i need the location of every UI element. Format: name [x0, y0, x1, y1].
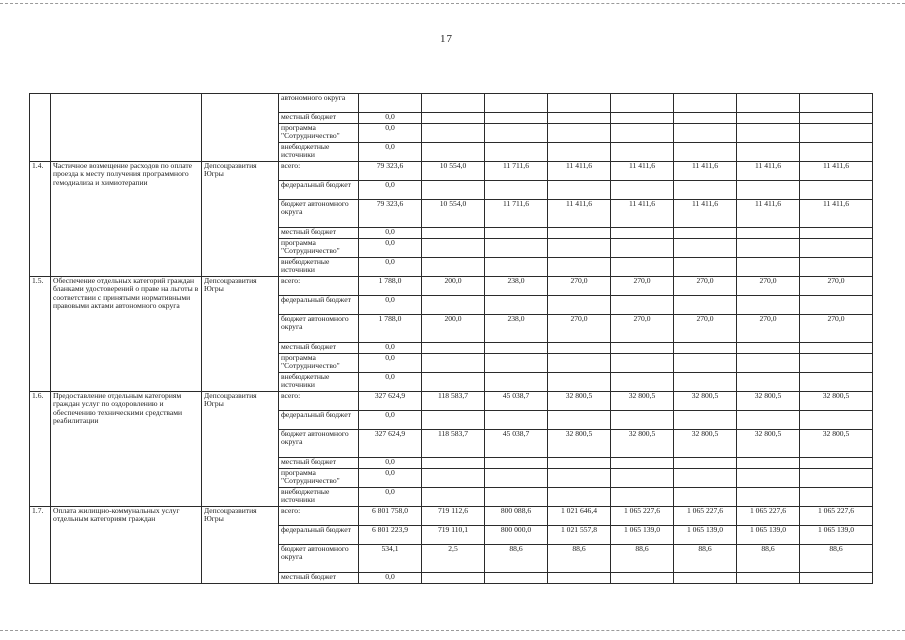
amount-cell: 270,0 [737, 315, 800, 343]
amount-cell [548, 354, 611, 373]
table-row [30, 277, 873, 296]
amount-cell [485, 239, 548, 258]
amount-cell: 32 800,5 [611, 430, 674, 458]
amount-cell [800, 354, 873, 373]
amount-cell: 270,0 [737, 277, 800, 296]
amount-cell: 32 800,5 [674, 430, 737, 458]
amount-cell: 32 800,5 [737, 392, 800, 411]
amount-cell [674, 181, 737, 200]
amount-cell: 270,0 [674, 315, 737, 343]
amount-cell [485, 354, 548, 373]
amount-cell: 2,5 [422, 545, 485, 573]
amount-cell [485, 258, 548, 277]
amount-cell [548, 411, 611, 430]
amount-cell: 238,0 [485, 315, 548, 343]
amount-cell [548, 181, 611, 200]
amount-cell: 270,0 [674, 277, 737, 296]
amount-cell [674, 373, 737, 392]
amount-cell: 32 800,5 [800, 392, 873, 411]
amount-cell [422, 239, 485, 258]
amount-cell [611, 411, 674, 430]
amount-cell [485, 458, 548, 469]
amount-cell [737, 94, 800, 113]
amount-cell [611, 258, 674, 277]
amount-cell [737, 258, 800, 277]
amount-cell: 1 065 139,0 [674, 526, 737, 545]
amount-cell: 270,0 [548, 315, 611, 343]
item-name: Оплата жилищно-коммунальных услуг отдельным категориям граждан [51, 507, 202, 584]
amount-cell [737, 239, 800, 258]
amount-cell [800, 228, 873, 239]
amount-cell: 200,0 [422, 315, 485, 343]
amount-cell: 88,6 [485, 545, 548, 573]
amount-cell [422, 458, 485, 469]
amount-cell [422, 124, 485, 143]
amount-cell [548, 296, 611, 315]
amount-cell: 1 788,0 [359, 277, 422, 296]
amount-cell [611, 143, 674, 162]
amount-cell: 1 065 227,6 [800, 507, 873, 526]
amount-cell: 10 554,0 [422, 162, 485, 181]
amount-cell [800, 181, 873, 200]
amount-cell: 88,6 [737, 545, 800, 573]
amount-cell [674, 113, 737, 124]
amount-cell: 11 411,6 [674, 200, 737, 228]
funding-source: автономного округа [279, 94, 359, 113]
amount-cell [422, 411, 485, 430]
funding-source: всего: [279, 277, 359, 296]
amount-cell [674, 228, 737, 239]
amount-cell [674, 143, 737, 162]
amount-cell: 6 801 758,0 [359, 507, 422, 526]
amount-cell: 719 110,1 [422, 526, 485, 545]
amount-cell [611, 354, 674, 373]
amount-cell: 0,0 [359, 458, 422, 469]
funding-source: программа "Сотрудничество" [279, 354, 359, 373]
amount-cell [422, 354, 485, 373]
amount-cell [611, 573, 674, 584]
amount-cell: 88,6 [674, 545, 737, 573]
amount-cell [611, 469, 674, 488]
amount-cell: 0,0 [359, 488, 422, 507]
amount-cell: 88,6 [800, 545, 873, 573]
amount-cell [485, 488, 548, 507]
amount-cell [611, 488, 674, 507]
amount-cell [485, 373, 548, 392]
amount-cell [485, 228, 548, 239]
amount-cell [422, 343, 485, 354]
amount-cell: 32 800,5 [800, 430, 873, 458]
amount-cell: 0,0 [359, 573, 422, 584]
amount-cell [737, 411, 800, 430]
amount-cell [737, 373, 800, 392]
amount-cell: 0,0 [359, 228, 422, 239]
amount-cell: 11 411,6 [548, 200, 611, 228]
amount-cell [548, 573, 611, 584]
funding-source: бюджет автономного округа [279, 545, 359, 573]
amount-cell: 0,0 [359, 113, 422, 124]
amount-cell [611, 124, 674, 143]
amount-cell: 1 065 227,6 [674, 507, 737, 526]
funding-source: бюджет автономного округа [279, 430, 359, 458]
table-row [30, 392, 873, 411]
item-executor: Депсоцразвития Югры [202, 507, 279, 584]
amount-cell: 0,0 [359, 354, 422, 373]
amount-cell [548, 239, 611, 258]
amount-cell: 6 801 223,9 [359, 526, 422, 545]
item-executor: Депсоцразвития Югры [202, 162, 279, 277]
funding-source: внебюджетные источники [279, 488, 359, 507]
amount-cell: 1 065 139,0 [737, 526, 800, 545]
amount-cell: 32 800,5 [674, 392, 737, 411]
amount-cell [674, 343, 737, 354]
amount-cell [800, 373, 873, 392]
item-number: 1.4. [30, 162, 51, 277]
amount-cell [674, 239, 737, 258]
amount-cell [485, 573, 548, 584]
amount-cell [737, 343, 800, 354]
amount-cell: 1 065 139,0 [611, 526, 674, 545]
amount-cell [422, 181, 485, 200]
amount-cell: 45 038,7 [485, 392, 548, 411]
amount-cell [485, 124, 548, 143]
amount-cell: 0,0 [359, 239, 422, 258]
amount-cell [422, 373, 485, 392]
amount-cell [674, 458, 737, 469]
amount-cell [737, 296, 800, 315]
amount-cell [548, 343, 611, 354]
funding-source: всего: [279, 507, 359, 526]
amount-cell: 118 583,7 [422, 430, 485, 458]
amount-cell: 0,0 [359, 143, 422, 162]
table-row [30, 94, 873, 113]
amount-cell: 11 711,6 [485, 162, 548, 181]
item-executor: Депсоцразвития Югры [202, 392, 279, 507]
amount-cell [800, 143, 873, 162]
funding-source: местный бюджет [279, 228, 359, 239]
amount-cell [422, 469, 485, 488]
funding-source: бюджет автономного округа [279, 200, 359, 228]
amount-cell [674, 488, 737, 507]
amount-cell [737, 469, 800, 488]
amount-cell [611, 228, 674, 239]
amount-cell: 10 554,0 [422, 200, 485, 228]
amount-cell: 11 711,6 [485, 200, 548, 228]
amount-cell: 1 021 646,4 [548, 507, 611, 526]
funding-source: внебюджетные источники [279, 258, 359, 277]
amount-cell: 0,0 [359, 469, 422, 488]
amount-cell [800, 296, 873, 315]
amount-cell: 270,0 [800, 277, 873, 296]
amount-cell: 0,0 [359, 258, 422, 277]
amount-cell: 11 411,6 [611, 162, 674, 181]
item-name: Частичное возмещение расходов по оплате проезда к месту получения программного гемодиализа и химиотерапии [51, 162, 202, 277]
funding-source: всего: [279, 392, 359, 411]
amount-cell [737, 181, 800, 200]
amount-cell [800, 94, 873, 113]
amount-cell [674, 411, 737, 430]
amount-cell: 79 323,6 [359, 162, 422, 181]
funding-source: федеральный бюджет [279, 411, 359, 430]
amount-cell [611, 113, 674, 124]
amount-cell: 1 788,0 [359, 315, 422, 343]
amount-cell [737, 458, 800, 469]
item-name: Предоставление отдельным категориям граждан услуг по оздоровлению и обеспечению техническими средствами реабилитации [51, 392, 202, 507]
amount-cell [800, 343, 873, 354]
amount-cell [737, 124, 800, 143]
item-number: 1.7. [30, 507, 51, 584]
amount-cell: 11 411,6 [611, 200, 674, 228]
amount-cell: 118 583,7 [422, 392, 485, 411]
amount-cell [485, 411, 548, 430]
amount-cell: 32 800,5 [548, 392, 611, 411]
amount-cell: 11 411,6 [548, 162, 611, 181]
amount-cell [737, 573, 800, 584]
amount-cell [359, 94, 422, 113]
funding-source: местный бюджет [279, 573, 359, 584]
amount-cell [422, 488, 485, 507]
budget-table [29, 93, 873, 584]
amount-cell: 800 088,6 [485, 507, 548, 526]
amount-cell [485, 113, 548, 124]
amount-cell: 200,0 [422, 277, 485, 296]
amount-cell [485, 469, 548, 488]
amount-cell: 719 112,6 [422, 507, 485, 526]
amount-cell [548, 113, 611, 124]
budget-table-wrap [29, 93, 872, 581]
amount-cell [611, 94, 674, 113]
amount-cell [548, 373, 611, 392]
amount-cell [737, 354, 800, 373]
amount-cell [422, 143, 485, 162]
amount-cell: 800 000,0 [485, 526, 548, 545]
amount-cell [422, 113, 485, 124]
amount-cell [422, 258, 485, 277]
funding-source: местный бюджет [279, 343, 359, 354]
amount-cell: 1 065 139,0 [800, 526, 873, 545]
scan-edge-bottom [0, 630, 905, 633]
amount-cell [800, 411, 873, 430]
amount-cell: 0,0 [359, 124, 422, 143]
amount-cell [800, 458, 873, 469]
amount-cell: 11 411,6 [737, 162, 800, 181]
amount-cell [485, 343, 548, 354]
amount-cell [737, 488, 800, 507]
table-row [30, 162, 873, 181]
amount-cell [800, 488, 873, 507]
amount-cell [611, 458, 674, 469]
amount-cell [674, 296, 737, 315]
amount-cell [611, 373, 674, 392]
amount-cell [485, 143, 548, 162]
amount-cell [548, 228, 611, 239]
amount-cell [674, 94, 737, 113]
amount-cell [674, 124, 737, 143]
funding-source: программа "Сотрудничество" [279, 124, 359, 143]
amount-cell: 79 323,6 [359, 200, 422, 228]
amount-cell [611, 343, 674, 354]
amount-cell [800, 258, 873, 277]
amount-cell: 1 065 227,6 [611, 507, 674, 526]
funding-source: федеральный бюджет [279, 296, 359, 315]
amount-cell [800, 573, 873, 584]
amount-cell: 1 065 227,6 [737, 507, 800, 526]
amount-cell: 45 038,7 [485, 430, 548, 458]
amount-cell: 32 800,5 [611, 392, 674, 411]
amount-cell [485, 181, 548, 200]
amount-cell [548, 488, 611, 507]
amount-cell [800, 113, 873, 124]
amount-cell [548, 143, 611, 162]
amount-cell [548, 258, 611, 277]
amount-cell [674, 573, 737, 584]
amount-cell [548, 124, 611, 143]
funding-source: внебюджетные источники [279, 373, 359, 392]
amount-cell: 327 624,9 [359, 392, 422, 411]
item-number: 1.6. [30, 392, 51, 507]
amount-cell: 0,0 [359, 411, 422, 430]
amount-cell [548, 469, 611, 488]
amount-cell [611, 296, 674, 315]
page-number: 17 [440, 33, 453, 45]
amount-cell [674, 258, 737, 277]
amount-cell [800, 469, 873, 488]
amount-cell [422, 296, 485, 315]
empty-cell-name [51, 94, 202, 162]
funding-source: внебюджетные источники [279, 143, 359, 162]
scan-edge-top [0, 0, 905, 4]
funding-source: местный бюджет [279, 113, 359, 124]
amount-cell [737, 113, 800, 124]
amount-cell [674, 354, 737, 373]
amount-cell: 88,6 [548, 545, 611, 573]
amount-cell [422, 94, 485, 113]
amount-cell: 270,0 [800, 315, 873, 343]
amount-cell [737, 143, 800, 162]
amount-cell: 32 800,5 [737, 430, 800, 458]
amount-cell: 0,0 [359, 181, 422, 200]
amount-cell [548, 458, 611, 469]
amount-cell: 11 411,6 [800, 162, 873, 181]
amount-cell: 0,0 [359, 343, 422, 354]
item-name: Обеспечение отдельных категорий граждан бланками удостоверений о праве на льготы в соответствии с принятыми нормативными правовыми актами автономного округа [51, 277, 202, 392]
amount-cell: 0,0 [359, 373, 422, 392]
amount-cell [674, 469, 737, 488]
item-number: 1.5. [30, 277, 51, 392]
funding-source: программа "Сотрудничество" [279, 469, 359, 488]
amount-cell [611, 181, 674, 200]
empty-cell-executor [202, 94, 279, 162]
amount-cell: 0,0 [359, 296, 422, 315]
funding-source: федеральный бюджет [279, 526, 359, 545]
amount-cell [548, 94, 611, 113]
amount-cell [485, 296, 548, 315]
amount-cell: 32 800,5 [548, 430, 611, 458]
amount-cell [800, 239, 873, 258]
amount-cell: 238,0 [485, 277, 548, 296]
amount-cell: 11 411,6 [674, 162, 737, 181]
funding-source: программа "Сотрудничество" [279, 239, 359, 258]
amount-cell [737, 228, 800, 239]
amount-cell [485, 94, 548, 113]
amount-cell: 327 624,9 [359, 430, 422, 458]
amount-cell: 270,0 [611, 315, 674, 343]
amount-cell: 11 411,6 [737, 200, 800, 228]
amount-cell: 270,0 [548, 277, 611, 296]
item-executor: Депсоцразвития Югры [202, 277, 279, 392]
funding-source: всего: [279, 162, 359, 181]
table-row [30, 507, 873, 526]
amount-cell [611, 239, 674, 258]
amount-cell: 1 021 557,8 [548, 526, 611, 545]
amount-cell [800, 124, 873, 143]
amount-cell: 88,6 [611, 545, 674, 573]
amount-cell: 270,0 [611, 277, 674, 296]
amount-cell: 534,1 [359, 545, 422, 573]
funding-source: местный бюджет [279, 458, 359, 469]
amount-cell [422, 228, 485, 239]
funding-source: федеральный бюджет [279, 181, 359, 200]
funding-source: бюджет автономного округа [279, 315, 359, 343]
amount-cell: 11 411,6 [800, 200, 873, 228]
empty-cell-num [30, 94, 51, 162]
amount-cell [422, 573, 485, 584]
